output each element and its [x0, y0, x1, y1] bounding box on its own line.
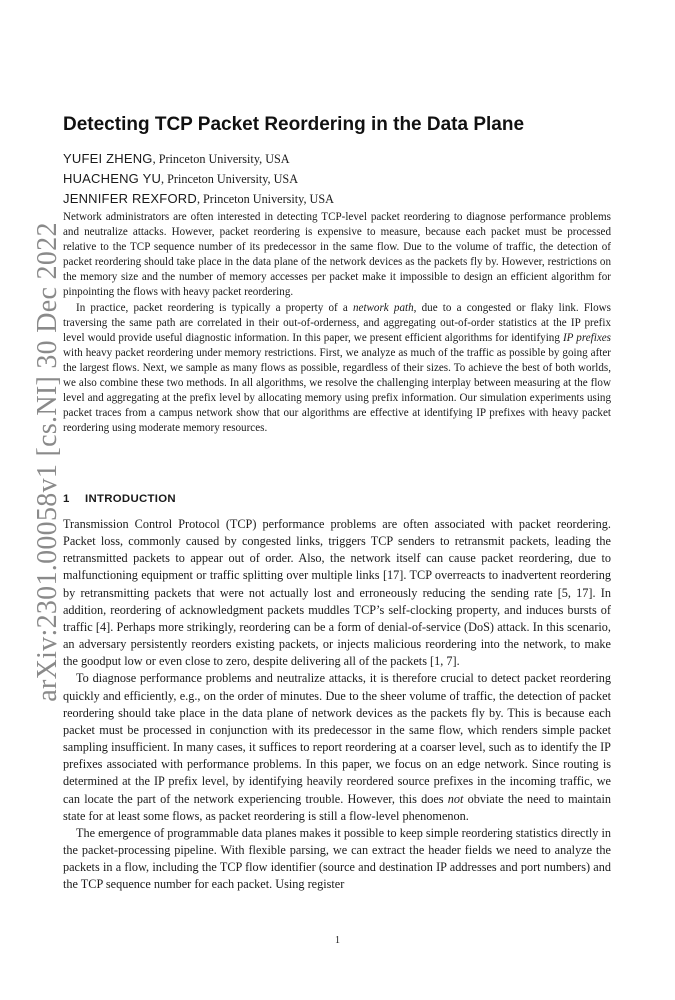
author-entry	[63, 169, 623, 189]
author-affiliation: , Princeton University, USA	[152, 152, 290, 166]
body-text: To diagnose performance problems and neutralize attacks, it is therefore crucial to detect packet reordering quickly and efficiently, e.g., on the order of minutes. Due to the sheer volume of traffic, the detection of packet reordering should take place in the data plane of network devices as the packets fly by. This is because each packet must be processed in conjunction with its predecessor in the same flow, which renders simple packet sampling insufficient. In many cases, it suffices to report reordering at a coarser level, such as to identify the IP prefixes associated with performance problems. In this paper, we focus on an edge network. Since routing is determined at the IP prefix level, by identifying heavily reordered source prefixes in the incoming traffic, we can locate the part of the network experiencing trouble. However, this does	[63, 671, 611, 806]
abstract	[63, 210, 611, 436]
emphasis-text: not	[447, 791, 464, 806]
author-list	[63, 149, 623, 209]
abstract-paragraph	[63, 210, 611, 301]
author-name: JENNIFER REXFORD	[63, 191, 197, 206]
body-text: Transmission Control Protocol (TCP) performance problems are often associated with packet reordering. Packet loss, commonly caused by congested links, triggers TCP senders to retransmit packets, leading the retransmitted packets to appear out of order. Also, the network itself can cause packet reordering, due to malfunctioning equipment or traffic splitting over multiple links [17]. TCP overreacts to inadvertent reordering by retransmitting packets that were not actually lost and erroneously reducing the sending rate [5, 17]. In addition, reordering of acknowledgment packets muddles TCP’s self-clocking property, and induces bursts of traffic [4]. Perhaps more strikingly, reordering can be a form of denial-of-service (DoS) attack. In this scenario, an adversary persistently reorders existing packets, or injects malicious reordering into the network, to make the goodput low or even close to zero, despite delivering all of the packets [1, 7].	[63, 517, 611, 669]
emphasis-text: IP prefixes	[562, 331, 612, 344]
abstract-text: with heavy packet reordering under memory restrictions. First, we analyze as much of the traffic as possible by going after the largest flows. Next, we sample as many flows as possible, regardless of their sizes. To achieve the best of both worlds, we also combine these two methods. In all algorithms, we resolve the challenging interplay between measuring at the flow level and aggregating at the prefix level by allocating memory using prefix information. Our simulation experiments using packet traces from a campus network show that our algorithms are effective at identifying IP prefixes with heavy packet reordering using moderate memory resources.	[63, 346, 611, 435]
section-title: INTRODUCTION	[85, 493, 176, 505]
body-paragraph	[63, 670, 611, 824]
section-heading	[63, 493, 176, 505]
section-number: 1	[63, 493, 70, 505]
body-paragraph	[63, 825, 611, 894]
body-paragraph	[63, 516, 611, 670]
author-entry	[63, 149, 623, 169]
author-name: YUFEI ZHENG	[63, 151, 153, 166]
arxiv-identifier-text: arXiv:2301.00058v1 [cs.NI] 30 Dec 2022	[32, 222, 63, 702]
author-affiliation: , Princeton University, USA	[161, 172, 299, 186]
abstract-paragraph	[63, 301, 611, 437]
abstract-text: Network administrators are often interested in detecting TCP-level packet reordering to diagnose performance problems and neutralize attacks. However, packet reordering is expensive to measure, because each packet must be processed relative to the TCP sequence number of its predecessor in the same flow. Due to the volume of traffic, the detection of packet reordering should take place in the data plane of the network devices as the packets fly by. However, restrictions on the memory size and the number of memory accesses per packet make it impossible to design an efficient algorithm for pinpointing the flows with heavy packet reordering.	[63, 211, 611, 299]
abstract-text: , due to a congested or flaky link. Flows traversing the same path are correlated in their out-of-orderness, and aggregating out-of-order statistics at the IP prefix level would provide useful diagnostic information. In this paper, we present efficient algorithms for identifying	[63, 301, 611, 344]
abstract-text: In practice, packet reordering is typically a property of a	[76, 301, 353, 314]
paper-title: Detecting TCP Packet Reordering in the Data Plane	[63, 114, 525, 135]
body-text: The emergence of programmable data planes makes it possible to keep simple reordering statistics directly in the packet-processing pipeline. With flexible parsing, we can extract the header fields we need to analyze the packets in a flow, including the TCP flow identifier (source and destination IP addresses and port numbers) and the TCP sequence number for each packet. Using register	[63, 825, 611, 892]
emphasis-text: network path	[352, 301, 414, 314]
author-entry	[63, 189, 623, 209]
author-name: HUACHENG YU	[63, 171, 162, 186]
page-number: 1	[335, 935, 340, 946]
introduction-body	[63, 516, 611, 893]
author-affiliation: , Princeton University, USA	[196, 192, 334, 206]
body-text: obviate the need to maintain state for at least some flows, as packet reordering is still a flow-level phenomenon.	[63, 791, 611, 823]
